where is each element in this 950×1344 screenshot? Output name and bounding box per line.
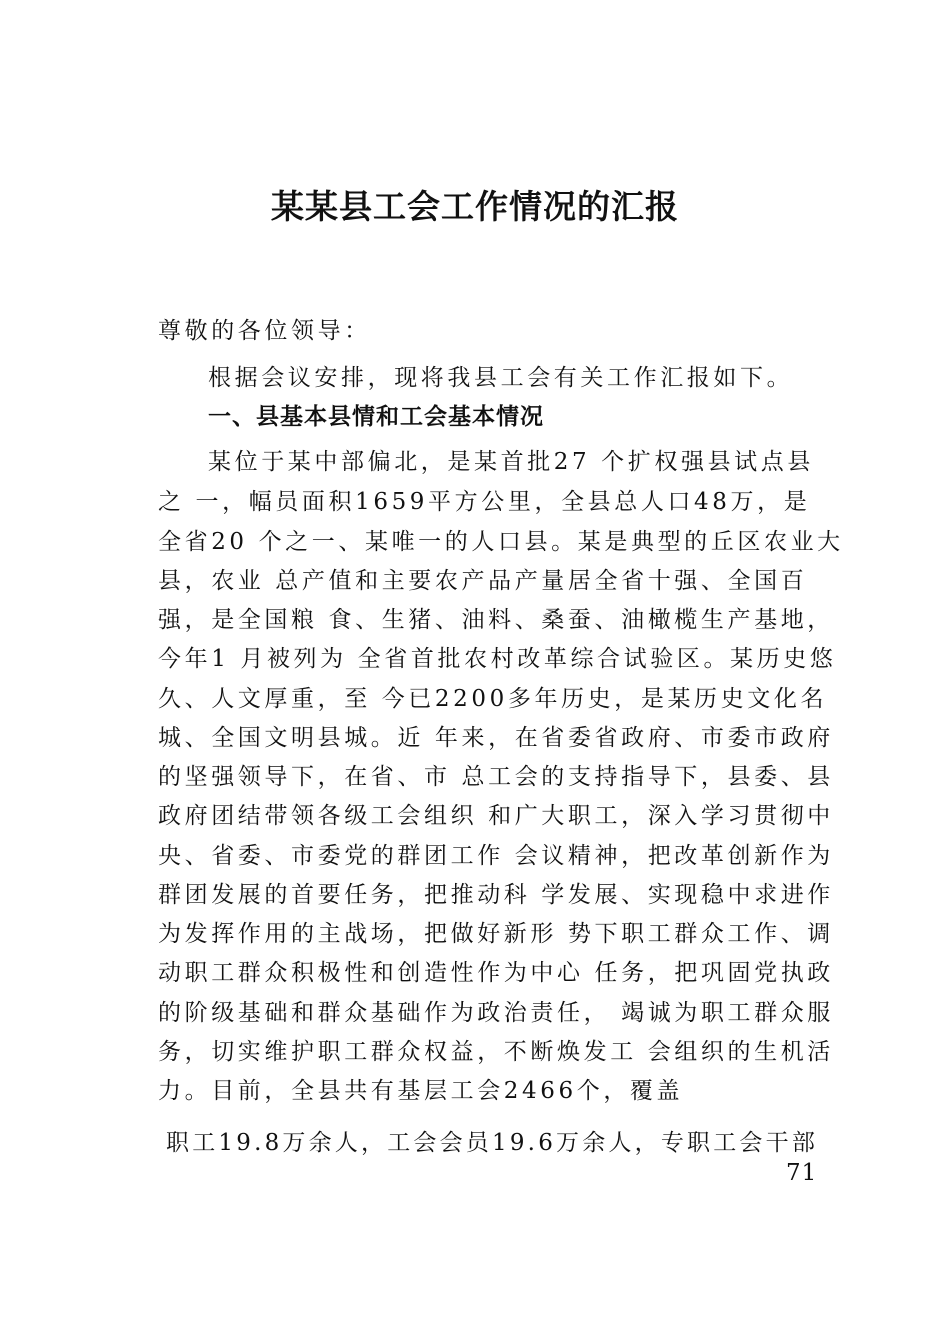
continuation-line: 职工19.8万余人，工会会员19.6万余人，专职工会干部: [166, 1130, 819, 1156]
salutation: 尊敬的各位领导：: [158, 318, 371, 344]
paragraph-line: 务，切实维护职工群众权益，不断焕发工 会组织的生机活: [158, 1039, 834, 1065]
paragraph-line: 县，农业 总产值和主要农产品产量居全省十强、全国百: [158, 568, 808, 594]
paragraph-line: 久、人文厚重，至 今已2200多年历史，是某历史文化名: [158, 686, 828, 712]
paragraph-line: 的坚强领导下，在省、市 总工会的支持指导下，县委、县: [158, 764, 834, 790]
paragraph-line: 的阶级基础和群众基础作为政治责任， 竭诚为职工群众服: [158, 1000, 834, 1026]
paragraph-line: 城、全国文明县城。近 年来，在省委省政府、市委市政府: [158, 725, 834, 751]
paragraph-line: 央、省委、市委党的群团工作 会议精神，把改革创新作为: [158, 843, 834, 869]
section-heading: 一、县基本县情和工会基本情况: [208, 404, 544, 430]
paragraph-line: 力。目前，全县共有基层工会2466个，覆盖: [158, 1078, 684, 1104]
page-number: 71: [786, 1160, 818, 1186]
paragraph-line: 之 一，幅员面积1659平方公里，全县总人口48万，是: [158, 489, 811, 515]
paragraph-line: 政府团结带领各级工会组织 和广大职工，深入学习贯彻中: [158, 803, 834, 829]
paragraph-line: 为发挥作用的主战场，把做好新形 势下职工群众工作、调: [158, 921, 834, 947]
paragraph-line: 今年1 月被列为 全省首批农村改革综合试验区。某历史悠: [158, 646, 837, 672]
document-title: 某某县工会工作情况的汇报: [271, 187, 679, 226]
paragraph-line: 群团发展的首要任务，把推动科 学发展、实现稳中求进作: [158, 882, 834, 908]
paragraph-line: 某位于某中部偏北，是某首批27 个扩权强县试点县: [208, 449, 814, 475]
paragraph-line: 动职工群众积极性和创造性作为中心 任务，把巩固党执政: [158, 960, 834, 986]
paragraph-line: 全省20 个之一、某唯一的人口县。某是典型的丘区农业大: [158, 529, 844, 555]
paragraph-line: 强，是全国粮 食、生猪、油料、桑蚕、油橄榄生产基地，: [158, 607, 834, 633]
intro-paragraph: 根据会议安排，现将我县工会有关工作汇报如下。: [208, 365, 794, 391]
